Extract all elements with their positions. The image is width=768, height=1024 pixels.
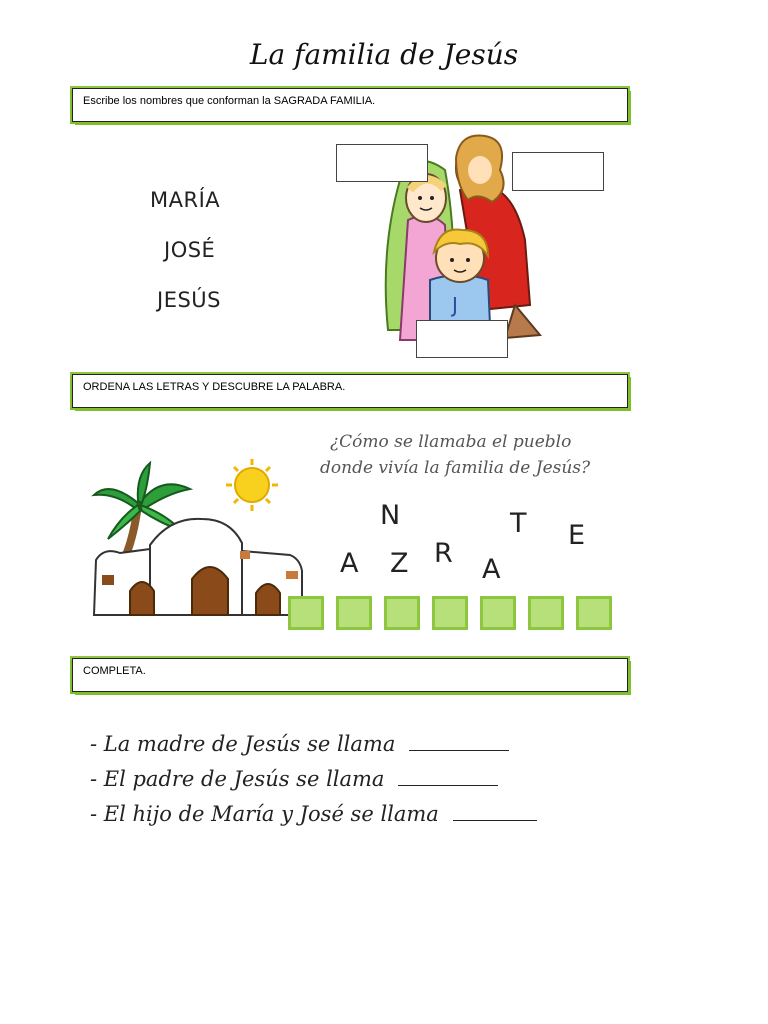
blank-line-father[interactable] — [398, 784, 498, 786]
name-jose: JOSÉ — [164, 238, 216, 262]
scramble-letter-6: T — [510, 508, 527, 539]
blank-line-son[interactable] — [453, 819, 537, 821]
instruction-text-2: ORDENA LAS LETRAS Y DESCUBRE LA PALABRA. — [83, 381, 346, 393]
scramble-letter-2: A — [340, 548, 359, 579]
blank-line-mother[interactable] — [409, 749, 509, 751]
scramble-letter-4: R — [434, 538, 453, 569]
letter-slot-7[interactable] — [576, 596, 612, 630]
instruction-box-1 — [72, 88, 628, 122]
sentence-mother-text: - La madre de Jesús se llama — [90, 732, 396, 756]
letter-slot-3[interactable] — [384, 596, 420, 630]
page-title: La familia de Jesús — [249, 38, 519, 71]
letter-slot-6[interactable] — [528, 596, 564, 630]
sun-icon — [226, 459, 278, 511]
letter-slot-2[interactable] — [336, 596, 372, 630]
question-line-2: donde vivía la familia de Jesús? — [320, 458, 591, 478]
sentence-son — [90, 802, 537, 826]
scramble-letter-7: E — [568, 520, 586, 551]
sentence-son-text: - El hijo de María y José se llama — [90, 802, 439, 826]
letter-slot-1[interactable] — [288, 596, 324, 630]
sentence-father — [90, 767, 498, 791]
answer-box-maria[interactable] — [336, 144, 428, 182]
instruction-box-2 — [72, 374, 628, 408]
instruction-text-3: COMPLETA. — [83, 665, 146, 677]
instruction-box-3 — [72, 658, 628, 692]
instruction-text-1: Escribe los nombres que conforman la SAGRADA FAMILIA. — [83, 95, 376, 107]
answer-box-jesus[interactable] — [416, 320, 508, 358]
answer-box-jose[interactable] — [512, 152, 604, 191]
shirt-letter: J — [452, 293, 458, 317]
sentence-mother — [90, 732, 509, 756]
name-maria: MARÍA — [150, 188, 221, 212]
scramble-letter-5: A — [482, 554, 501, 585]
name-jesus: JESÚS — [157, 288, 221, 312]
scramble-letter-3: Z — [390, 548, 409, 579]
letter-slot-5[interactable] — [480, 596, 516, 630]
village-illustration — [90, 455, 310, 620]
question-line-1: ¿Cómo se llamaba el pueblo — [330, 432, 572, 452]
scramble-letter-1: N — [380, 500, 401, 531]
letter-slot-4[interactable] — [432, 596, 468, 630]
sentence-father-text: - El padre de Jesús se llama — [90, 767, 385, 791]
